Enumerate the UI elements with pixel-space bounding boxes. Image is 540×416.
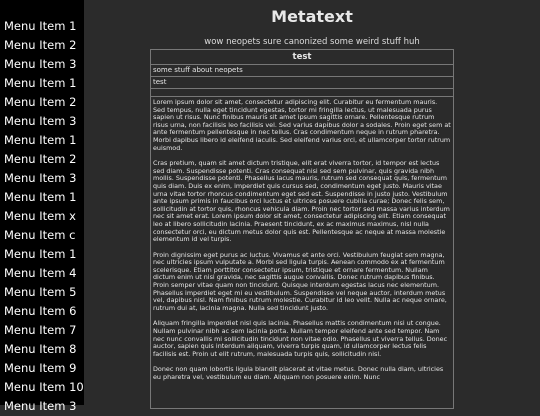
sidebar-menu-item[interactable]: Menu Item 1 [4,190,77,204]
sidebar-menu-item[interactable]: Menu Item 2 [4,38,77,52]
sidebar-menu-item[interactable]: Menu Item 3 [4,399,77,413]
sidebar-menu-item[interactable]: Menu Item 7 [4,323,77,337]
body-paragraph: Lorem ipsum dolor sit amet, consectetur adipiscing elit. Curabitur eu fermentum mauris. Sed tempus, nulla eget tincidunt egestas, tortor mi fringilla lectus, ut malesuada purus sapien ut risus. Nunc finibus mauris sit amet ipsum sagittis ornare. Pellentesque rutrum risus urna, non facilisis leo facilisis vel. Sed varius dapibus dolor a sodales. Proin eget sem at ante fermentum pellentesque in nec tellus. Cras condimentum neque in rutrum pharetra. Morbi dapibus libero id eleifend iaculis. Sed eleifend varius orci, et ullamcorper tortor rutrum euismod. [153,98,451,152]
box-row-description: some stuff about neopets [151,65,453,77]
sidebar-menu-item[interactable]: Menu Item 8 [4,342,77,356]
main-content [84,0,540,405]
content-box [150,49,454,409]
sidebar-menu-item[interactable]: Menu Item 4 [4,266,77,280]
sidebar-menu-item[interactable]: Menu Item 2 [4,152,77,166]
box-title: test [151,50,453,65]
sidebar-menu-item[interactable]: Menu Item 6 [4,304,77,318]
box-row-label: test [151,77,453,89]
box-body [151,97,453,382]
sidebar-menu-item[interactable]: Menu Item c [4,228,76,242]
body-paragraph: Aliquam fringilla imperdiet nisl quis lacinia. Phasellus mattis condimentum nisi ut congue. Nullam pulvinar nibh ac sem lacinia porta. Nullam tempor eleifend ante sed tempor. Nam nec nunc convallis mi sollicitudin tincidunt non vitae odio. Phasellus ut viverra tellus. Donec auctor, sapien quis interdum aliquam, viverra turpis quam, id ullamcorper lectus felis facilisis est. Proin ut elit rutrum, malesuada turpis quis, sollicitudin nisl. [153,319,448,358]
sidebar-menu-item[interactable]: Menu Item x [4,209,76,223]
sidebar-menu-item[interactable]: Menu Item 2 [4,95,77,109]
sidebar-menu-item[interactable]: Menu Item 1 [4,133,77,147]
body-paragraph: Proin dignissim eget purus ac luctus. Vivamus et ante orci. Vestibulum feugiat sem magna, nec ultricies ipsum vulputate a. Morbi sed ligula turpis. Aenean commodo ex at fermentum scelerisque. Etiam porttitor consectetur ipsum, tristique et ornare fermentum. Nullam dictum enim ut nisi gravida, nec sagittis augue convallis. Donec rutrum dapibus finibus. Proin semper vitae quam non tincidunt. Quisque interdum egestas lacus nec elementum. Phasellus imperdiet eget mi eu vestibulum. Suspendisse vel neque auctor, interdum metus vel, dapibus nisl. Nam finibus rutrum molestie. Curabitur id leo velit. Nulla ac neque ornare, rutrum dui at, lacinia magna. Nulla sed tincidunt justo. [153,250,447,312]
page-subtitle: wow neopets sure canonized some weird stuff huh [204,37,420,47]
body-paragraph: Donec non quam lobortis ligula blandit placerat at vitae metus. Donec nulla diam, ultricies eu pharetra vel, vestibulum eu diam. Aliquam non posuere enim. Nunc [153,365,444,381]
sidebar-menu [0,0,84,416]
sidebar-menu-item[interactable]: Menu Item 3 [4,171,77,185]
sidebar-menu-item[interactable]: Menu Item 1 [4,19,77,33]
sidebar-menu-item[interactable]: Menu Item 3 [4,57,77,71]
box-divider [151,89,453,97]
sidebar-menu-item[interactable]: Menu Item 1 [4,247,77,261]
page-title: Metatext [271,7,353,26]
sidebar-menu-item[interactable]: Menu Item 9 [4,361,77,375]
sidebar-menu-item[interactable]: Menu Item 3 [4,114,77,128]
body-paragraph: Cras pretium, quam sit amet dictum tristique, elit erat viverra tortor, id tempor est lectus sed diam. Suspendisse potenti. Cras consequat nisi sed sem pulvinar, quis gravida nibh mollis. Suspendisse potenti. Phasellus lacus mauris, rutrum sed consequat quis, fermentum quis diam. Duis ex enim, imperdiet quis cursus sed, condimentum eget justo. Mauris vitae urna vitae tortor rhoncus condimentum eget sed est. Suspendisse in justo justo. Vestibulum ante ipsum primis in faucibus orci luctus et ultrices posuere cubilia curae; Donec felis sem, sollicitudin at tortor quis, rhoncus vehicula diam. Proin nec tortor sed massa varius interdum nec sit amet erat. Lorem ipsum dolor sit amet, consectetur adipiscing elit. Etiam consequat leo at libero sollicitudin lacinia. Praesent tincidunt, ex ac maximus maximus, nisl nulla consectetur orci, eu dictum metus dolor quis est. Pellentesque ac neque at massa molestie elementum id vel turpis. [153,159,450,244]
sidebar [0,0,84,413]
sidebar-menu-item[interactable]: Menu Item 10 [4,380,84,394]
sidebar-menu-item[interactable]: Menu Item 1 [4,76,77,90]
sidebar-menu-item[interactable]: Menu Item 5 [4,285,77,299]
